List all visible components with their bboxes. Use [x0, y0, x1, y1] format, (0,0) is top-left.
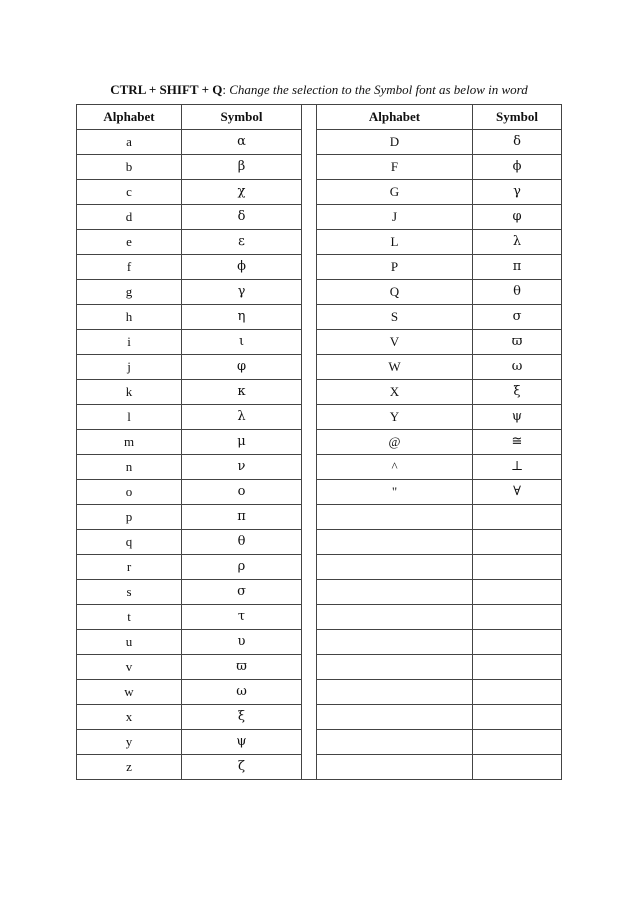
left-symbol-cell: λ	[182, 405, 302, 430]
table-row	[77, 130, 562, 155]
table-row	[77, 255, 562, 280]
right-symbol-cell: σ	[473, 305, 562, 330]
right-alphabet-cell: @	[317, 430, 473, 455]
right-symbol-cell: π	[473, 255, 562, 280]
column-gap	[302, 580, 317, 605]
right-symbol-cell	[473, 680, 562, 705]
column-gap	[302, 630, 317, 655]
right-alphabet-cell	[317, 655, 473, 680]
table-row	[77, 505, 562, 530]
left-alphabet-cell: o	[77, 480, 182, 505]
symbol-table	[76, 104, 562, 780]
right-symbol-cell	[473, 730, 562, 755]
right-symbol-cell: ω	[473, 355, 562, 380]
left-symbol-cell: η	[182, 305, 302, 330]
right-symbol-cell	[473, 705, 562, 730]
left-symbol-cell: θ	[182, 530, 302, 555]
left-symbol-cell: χ	[182, 180, 302, 205]
table-row	[77, 605, 562, 630]
table-body	[77, 130, 562, 780]
header-left-symbol: Symbol	[182, 105, 302, 130]
column-gap	[302, 380, 317, 405]
column-gap	[302, 305, 317, 330]
right-alphabet-cell: D	[317, 130, 473, 155]
column-gap	[302, 130, 317, 155]
table-row	[77, 155, 562, 180]
right-symbol-cell: ξ	[473, 380, 562, 405]
column-gap	[302, 280, 317, 305]
column-gap	[302, 430, 317, 455]
left-symbol-cell: π	[182, 505, 302, 530]
right-alphabet-cell: Q	[317, 280, 473, 305]
right-symbol-cell: θ	[473, 280, 562, 305]
table-row	[77, 480, 562, 505]
left-alphabet-cell: x	[77, 705, 182, 730]
right-alphabet-cell	[317, 555, 473, 580]
table-row	[77, 230, 562, 255]
column-gap	[302, 455, 317, 480]
left-symbol-cell: δ	[182, 205, 302, 230]
table-row	[77, 280, 562, 305]
left-alphabet-cell: s	[77, 580, 182, 605]
left-alphabet-cell: u	[77, 630, 182, 655]
right-alphabet-cell: V	[317, 330, 473, 355]
table-row	[77, 455, 562, 480]
table-row	[77, 205, 562, 230]
column-gap	[302, 155, 317, 180]
table-row	[77, 730, 562, 755]
right-alphabet-cell	[317, 505, 473, 530]
table-row	[77, 680, 562, 705]
right-alphabet-cell: ^	[317, 455, 473, 480]
column-gap	[302, 480, 317, 505]
table-row	[77, 555, 562, 580]
left-symbol-cell: ε	[182, 230, 302, 255]
left-alphabet-cell: g	[77, 280, 182, 305]
shortcut-keys: CTRL + SHIFT + Q	[110, 82, 223, 97]
right-symbol-cell	[473, 755, 562, 780]
left-symbol-cell: υ	[182, 630, 302, 655]
column-gap	[302, 205, 317, 230]
right-alphabet-cell	[317, 730, 473, 755]
table-row	[77, 655, 562, 680]
right-alphabet-cell	[317, 680, 473, 705]
column-gap	[302, 555, 317, 580]
left-alphabet-cell: z	[77, 755, 182, 780]
left-symbol-cell: ν	[182, 455, 302, 480]
column-gap	[302, 255, 317, 280]
right-alphabet-cell	[317, 530, 473, 555]
heading-description: Change the selection to the Symbol font as below in word	[229, 82, 528, 97]
column-gap	[302, 505, 317, 530]
left-alphabet-cell: d	[77, 205, 182, 230]
right-symbol-cell: λ	[473, 230, 562, 255]
left-symbol-cell: σ	[182, 580, 302, 605]
left-alphabet-cell: y	[77, 730, 182, 755]
column-gap	[302, 405, 317, 430]
column-gap	[302, 705, 317, 730]
right-alphabet-cell: G	[317, 180, 473, 205]
right-alphabet-cell	[317, 630, 473, 655]
column-gap	[302, 355, 317, 380]
table-row	[77, 380, 562, 405]
column-gap	[302, 180, 317, 205]
left-alphabet-cell: v	[77, 655, 182, 680]
right-symbol-cell	[473, 655, 562, 680]
column-gap	[302, 230, 317, 255]
right-symbol-cell	[473, 555, 562, 580]
table-row	[77, 705, 562, 730]
right-alphabet-cell: F	[317, 155, 473, 180]
left-symbol-cell: ι	[182, 330, 302, 355]
right-alphabet-cell: X	[317, 380, 473, 405]
right-alphabet-cell: S	[317, 305, 473, 330]
right-symbol-cell	[473, 630, 562, 655]
left-symbol-cell: β	[182, 155, 302, 180]
page-heading	[0, 82, 638, 98]
table-row	[77, 630, 562, 655]
left-symbol-cell: μ	[182, 430, 302, 455]
table-row	[77, 405, 562, 430]
right-alphabet-cell: P	[317, 255, 473, 280]
right-alphabet-cell: W	[317, 355, 473, 380]
right-symbol-cell: ≅	[473, 430, 562, 455]
right-alphabet-cell: "	[317, 480, 473, 505]
left-symbol-cell: γ	[182, 280, 302, 305]
right-alphabet-cell: L	[317, 230, 473, 255]
table-header-row	[77, 105, 562, 130]
right-alphabet-cell: J	[317, 205, 473, 230]
left-symbol-cell: ω	[182, 680, 302, 705]
left-symbol-cell: ρ	[182, 555, 302, 580]
table-row	[77, 330, 562, 355]
column-gap	[302, 330, 317, 355]
left-alphabet-cell: i	[77, 330, 182, 355]
column-gap	[302, 755, 317, 780]
left-alphabet-cell: r	[77, 555, 182, 580]
left-alphabet-cell: n	[77, 455, 182, 480]
left-symbol-cell: ξ	[182, 705, 302, 730]
left-alphabet-cell: j	[77, 355, 182, 380]
column-gap	[302, 605, 317, 630]
right-alphabet-cell	[317, 755, 473, 780]
table-row	[77, 430, 562, 455]
left-symbol-cell: ο	[182, 480, 302, 505]
left-alphabet-cell: c	[77, 180, 182, 205]
right-symbol-cell: ϕ	[473, 155, 562, 180]
right-symbol-cell	[473, 505, 562, 530]
table-row	[77, 355, 562, 380]
left-symbol-cell: ψ	[182, 730, 302, 755]
left-alphabet-cell: k	[77, 380, 182, 405]
table-row	[77, 580, 562, 605]
left-alphabet-cell: t	[77, 605, 182, 630]
left-alphabet-cell: a	[77, 130, 182, 155]
left-alphabet-cell: p	[77, 505, 182, 530]
left-symbol-cell: φ	[182, 355, 302, 380]
left-alphabet-cell: l	[77, 405, 182, 430]
column-gap	[302, 680, 317, 705]
column-gap	[302, 730, 317, 755]
left-symbol-cell: ϖ	[182, 655, 302, 680]
left-alphabet-cell: w	[77, 680, 182, 705]
header-left-alphabet: Alphabet	[77, 105, 182, 130]
table-row	[77, 305, 562, 330]
left-symbol-cell: ϕ	[182, 255, 302, 280]
left-symbol-cell: α	[182, 130, 302, 155]
left-alphabet-cell: b	[77, 155, 182, 180]
left-alphabet-cell: e	[77, 230, 182, 255]
left-alphabet-cell: h	[77, 305, 182, 330]
column-gap	[302, 655, 317, 680]
left-symbol-cell: ζ	[182, 755, 302, 780]
table-row	[77, 180, 562, 205]
right-alphabet-cell	[317, 580, 473, 605]
left-symbol-cell: τ	[182, 605, 302, 630]
left-alphabet-cell: m	[77, 430, 182, 455]
header-right-symbol: Symbol	[473, 105, 562, 130]
right-symbol-cell: γ	[473, 180, 562, 205]
right-symbol-cell	[473, 605, 562, 630]
column-gap	[302, 530, 317, 555]
right-alphabet-cell: Y	[317, 405, 473, 430]
right-symbol-cell: δ	[473, 130, 562, 155]
heading-separator: :	[222, 82, 230, 97]
column-gap	[302, 105, 317, 130]
right-symbol-cell: ψ	[473, 405, 562, 430]
right-symbol-cell	[473, 530, 562, 555]
left-symbol-cell: κ	[182, 380, 302, 405]
right-symbol-cell: ∀	[473, 480, 562, 505]
left-alphabet-cell: f	[77, 255, 182, 280]
right-alphabet-cell	[317, 705, 473, 730]
right-symbol-cell: φ	[473, 205, 562, 230]
right-symbol-cell: ⊥	[473, 455, 562, 480]
header-right-alphabet: Alphabet	[317, 105, 473, 130]
table-row	[77, 530, 562, 555]
left-alphabet-cell: q	[77, 530, 182, 555]
right-symbol-cell: ϖ	[473, 330, 562, 355]
right-alphabet-cell	[317, 605, 473, 630]
right-symbol-cell	[473, 580, 562, 605]
table-row	[77, 755, 562, 780]
